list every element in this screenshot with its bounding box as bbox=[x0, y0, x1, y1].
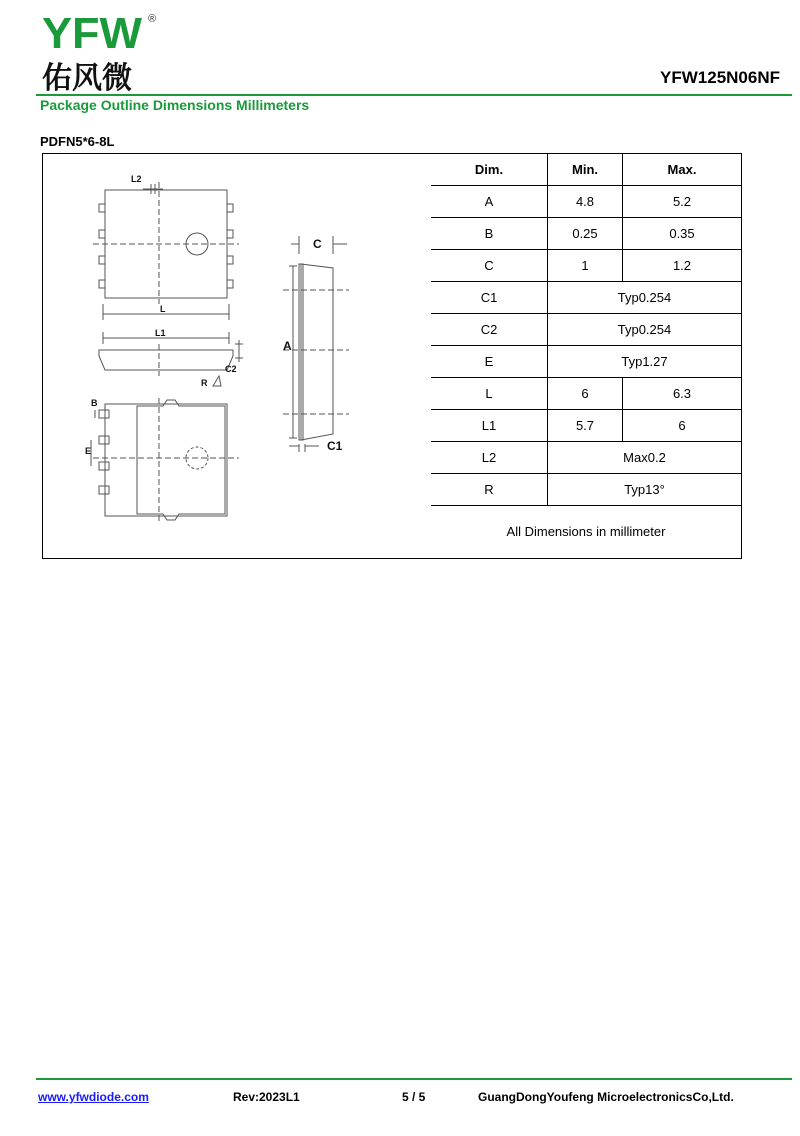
dim-cell: B bbox=[431, 218, 548, 250]
part-number: YFW125N06NF bbox=[660, 68, 780, 87]
table-row bbox=[431, 474, 741, 506]
value-cell: Typ1.27 bbox=[548, 346, 742, 378]
table-row bbox=[431, 378, 741, 410]
section-title: Package Outline Dimensions Millimeters bbox=[40, 97, 310, 113]
min-cell: 5.7 bbox=[548, 410, 623, 442]
lead-top-2 bbox=[99, 230, 105, 238]
value-cell: Typ0.254 bbox=[548, 282, 742, 314]
lead-top-4 bbox=[99, 280, 105, 288]
page-number: 5 / 5 bbox=[402, 1090, 426, 1104]
table-header-row bbox=[431, 154, 741, 186]
lead-bottom-4 bbox=[99, 486, 109, 494]
label-C1: C1 bbox=[327, 439, 343, 453]
header-min: Min. bbox=[548, 154, 623, 186]
package-outline-drawing bbox=[43, 154, 431, 558]
value-cell: Typ13° bbox=[548, 474, 742, 506]
label-L: L bbox=[160, 304, 166, 314]
dim-cell: C2 bbox=[431, 314, 548, 346]
table-row bbox=[431, 186, 741, 218]
website-link[interactable]: www.yfwdiode.com bbox=[38, 1090, 149, 1104]
header-dim: Dim. bbox=[431, 154, 548, 186]
revision: Rev:2023L1 bbox=[233, 1090, 300, 1104]
package-name: PDFN5*6-8L bbox=[40, 134, 115, 149]
lead-bottom-1 bbox=[99, 410, 109, 418]
table-row bbox=[431, 314, 741, 346]
table-row bbox=[431, 346, 741, 378]
header-divider bbox=[36, 94, 792, 96]
lead-top-8 bbox=[227, 280, 233, 288]
label-L1: L1 bbox=[155, 328, 166, 338]
dim-cell: C bbox=[431, 250, 548, 282]
label-R: R bbox=[201, 378, 208, 388]
label-A: A bbox=[283, 339, 292, 353]
lead-top-7 bbox=[227, 256, 233, 264]
dim-cell: L2 bbox=[431, 442, 548, 474]
max-cell: 0.35 bbox=[623, 218, 742, 250]
logo-latin-text: YFW bbox=[42, 9, 143, 58]
table-row bbox=[431, 442, 741, 474]
dim-cell: E bbox=[431, 346, 548, 378]
lead-top-5 bbox=[227, 204, 233, 212]
dim-cell: L bbox=[431, 378, 548, 410]
exposed-pad bbox=[137, 400, 225, 520]
table-row bbox=[431, 410, 741, 442]
label-C2: C2 bbox=[225, 364, 237, 374]
dim-cell: A bbox=[431, 186, 548, 218]
min-cell: 1 bbox=[548, 250, 623, 282]
lead-top-1 bbox=[99, 204, 105, 212]
footer-divider bbox=[36, 1078, 792, 1080]
dim-cell: C1 bbox=[431, 282, 548, 314]
label-L2: L2 bbox=[131, 174, 142, 184]
max-cell: 6.3 bbox=[623, 378, 742, 410]
bottom-view-body bbox=[105, 404, 227, 516]
lead-bottom-3 bbox=[99, 462, 109, 470]
max-cell: 1.2 bbox=[623, 250, 742, 282]
lead-top-6 bbox=[227, 230, 233, 238]
logo-registered-mark: ® bbox=[148, 13, 157, 25]
side-view-body bbox=[99, 350, 233, 370]
header-max: Max. bbox=[623, 154, 742, 186]
max-cell: 5.2 bbox=[623, 186, 742, 218]
min-cell: 6 bbox=[548, 378, 623, 410]
r-angle-marker bbox=[213, 376, 221, 386]
max-cell: 6 bbox=[623, 410, 742, 442]
lead-bottom-2 bbox=[99, 436, 109, 444]
logo-chinese-text: 佑风微 bbox=[42, 61, 132, 94]
dim-cell: L1 bbox=[431, 410, 548, 442]
table-row bbox=[431, 250, 741, 282]
dim-cell: R bbox=[431, 474, 548, 506]
label-E: E bbox=[85, 446, 92, 456]
table-row bbox=[431, 218, 741, 250]
min-cell: 4.8 bbox=[548, 186, 623, 218]
label-B: B bbox=[91, 398, 98, 408]
label-C: C bbox=[313, 237, 322, 251]
units-note: All Dimensions in millimeter bbox=[431, 506, 741, 557]
yfw-logo bbox=[40, 8, 170, 94]
company-name: GuangDongYoufeng MicroelectronicsCo,Ltd. bbox=[478, 1090, 734, 1104]
dimension-table bbox=[431, 154, 741, 556]
value-cell: Max0.2 bbox=[548, 442, 742, 474]
table-note-row bbox=[431, 506, 741, 557]
value-cell: Typ0.254 bbox=[548, 314, 742, 346]
lead-top-3 bbox=[99, 256, 105, 264]
dimension-frame bbox=[42, 153, 742, 559]
table-row bbox=[431, 282, 741, 314]
min-cell: 0.25 bbox=[548, 218, 623, 250]
